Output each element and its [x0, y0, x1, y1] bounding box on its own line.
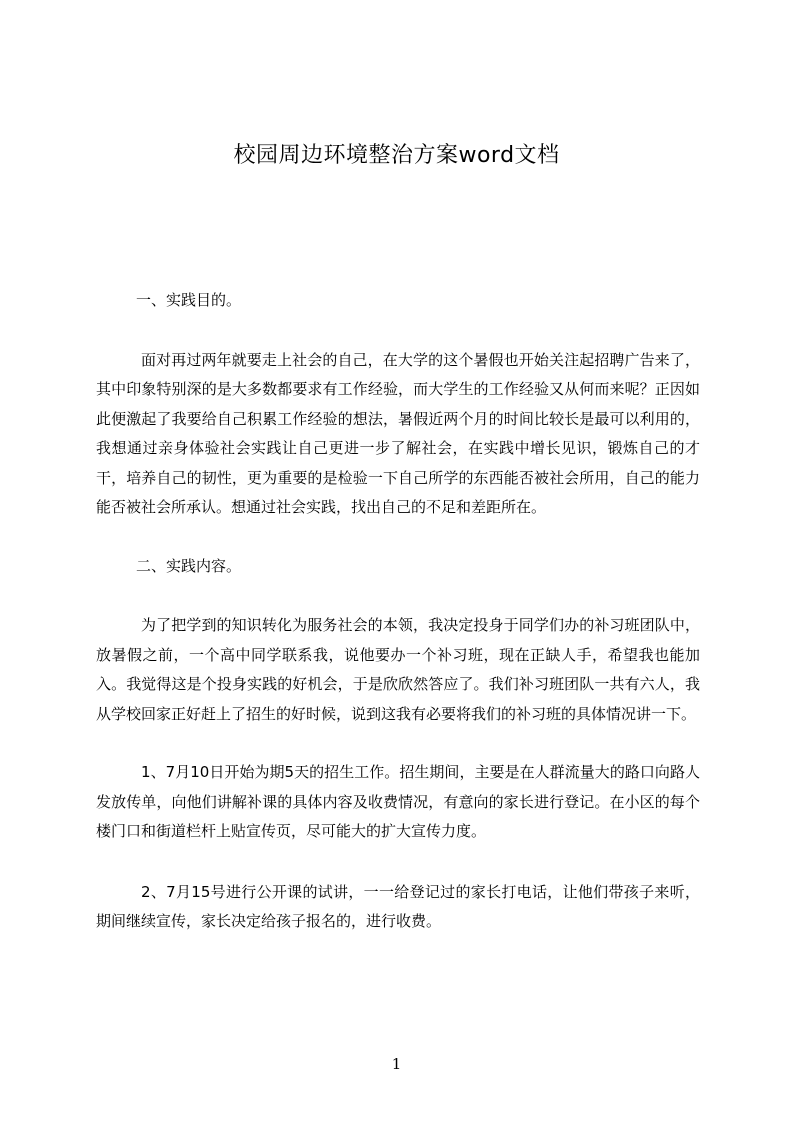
- page-number: 1: [391, 1055, 402, 1073]
- paragraph-content-item-2: 2、7月15号进行公开课的试讲，一一给登记过的家长打电话，让他们带孩子来听，期间继续宣传，家长决定给孩子报名的，进行收费。: [96, 882, 700, 930]
- document-title: 校园周边环境整治方案word文档: [233, 143, 560, 168]
- paragraph-purpose: 面对再过两年就要走上社会的自己，在大学的这个暑假也开始关注起招聘广告来了，其中印象特别深的是大多数都要求有工作经验，而大学生的工作经验又从何而来呢？正因如此便激起了我要给自己积累工作经验的想法，暑假近两个月的时间比较长是最可以利用的，我想通过亲身体验社会实践让自己更进一步了解社会，在实践中增长见识，锻炼自己的才干，培养自己的韧性，更为重要的是检验一下自己所学的东西能否被社会所用，自己的能力能否被社会所承认。想通过社会实践，找出自己的不足和差距所在。: [96, 350, 700, 516]
- paragraph-content-item-1: 1、7月10日开始为期5天的招生工作。招生期间，主要是在人群流量大的路口向路人发放传单，向他们讲解补课的具体内容及收费情况，有意向的家长进行登记。在小区的每个楼门口和街道栏杆上贴宣传页，尽可能大的扩大宣传力度。: [96, 763, 700, 840]
- section-heading-content: 二、实践内容。: [136, 556, 242, 575]
- section-heading-purpose: 一、实践目的。: [136, 291, 242, 309]
- paragraph-content-intro: 为了把学到的知识转化为服务社会的本领，我决定投身于同学们办的补习班团队中，放暑假之前，一个高中同学联系我，说他要办一个补习班，现在正缺人手，希望我也能加入。我觉得这是个投身实践的好机会，于是欣欣然答应了。我们补习班团队一共有六人，我从学校回家正好赶上了招生的好时候，说到这我有必要将我们的补习班的具体情况讲一下。: [96, 616, 700, 723]
- document-body: [96, 286, 700, 937]
